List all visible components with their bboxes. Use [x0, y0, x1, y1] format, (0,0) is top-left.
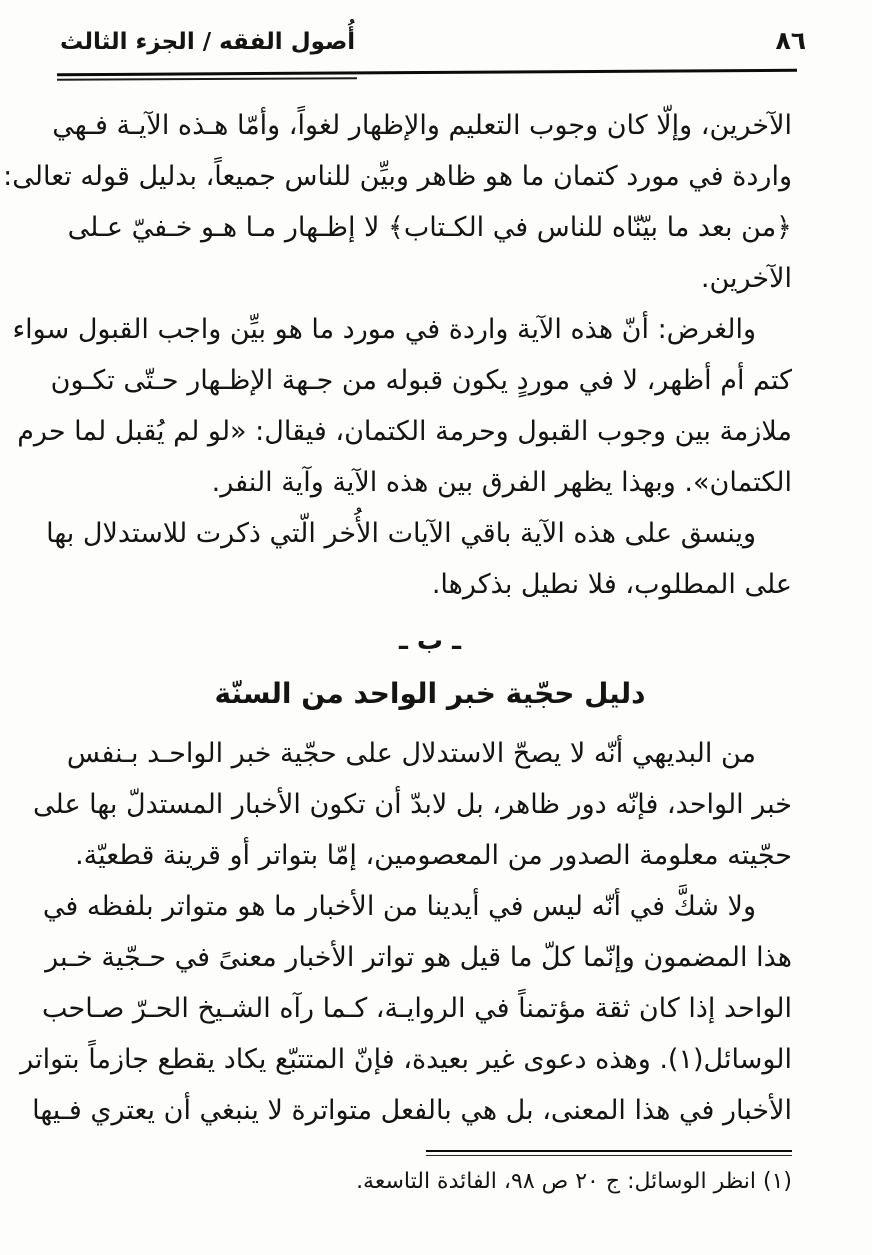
book-title: أُصول الفقه / الجزء الثالث [60, 29, 356, 55]
page-number: ٨٦ [775, 26, 806, 55]
paragraph-2 [12, 304, 792, 508]
paragraph-4 [33, 728, 792, 881]
section-title: دليل حجّية خبر الواحد من السنّة [214, 677, 646, 710]
text-line: كتم أم أظهر، لا في موردٍ يكون قبوله من جـهة الإظـهار حـتّى تكـون [50, 365, 792, 396]
text-line: الآخرين، وإلّا كان وجوب التعليم والإظهار لغواً، وأمّا هـذه الآيـة فـهي [52, 110, 792, 141]
text-line: الواحد إذا كان ثقة مؤتمناً في الروايـة، كـما رآه الشـيخ الحـرّ صـاحب [42, 993, 792, 1024]
footnote-block [68, 1150, 792, 1199]
text-line: ﴿من بعد ما بيّنّاه للناس في الكـتاب﴾ لا إظـهار مـا هـو خـفيّ عـلى [67, 212, 792, 243]
body-text [3, 100, 792, 1136]
text-line: الوسائل(١). وهذه دعوى غير بعيدة، فإنّ المتتبّع يكاد يقطع جازماً بتواتر [20, 1044, 792, 1075]
page-header [60, 26, 806, 55]
text-line: ولا شكَّ في أنّه ليس في أيدينا من الأخبار ما هو متواتر بلفظه في [42, 891, 756, 922]
paragraph-3 [46, 508, 792, 610]
text-line: والغرض: أنّ هذه الآية واردة في مورد ما هو بيِّن واجب القبول سواء [12, 314, 756, 345]
text-line: خبر الواحد، فإنّه دور ظاهر، بل لابدّ أن تكون الأخبار المستدلّ بها على [33, 789, 792, 820]
text-line: الآخرين. [700, 263, 792, 294]
text-line: على المطلوب، فلا نطيل بذكرها. [431, 569, 792, 600]
header-rule-secondary [57, 77, 357, 81]
text-line: حجّيته معلومة الصدور من المعصومين، إمّا بتواتر أو قرينة قطعيّة. [75, 840, 792, 871]
paragraph-5 [20, 881, 792, 1136]
text-line: الأخبار في هذا المعنى، بل هي بالفعل متواترة لا ينبغي أن يعتري فـيها [32, 1095, 792, 1126]
paragraph-1 [3, 100, 792, 304]
header-rule [57, 69, 797, 77]
section-letter-heading: ـ ب ـ [398, 626, 461, 656]
text-line: هذا المضمون وإنّما كلّ ما قيل هو تواتر الأخبار معنىً في حـجّية خـبر [45, 942, 792, 973]
text-line: واردة في مورد كتمان ما هو ظاهر وبيِّن للناس جميعاً، بدليل قوله تعالى: [3, 161, 792, 192]
footnote-text: (١) انظر الوسائل: ج ٢٠ ص ٩٨، الفائدة التاسعة. [356, 1169, 792, 1194]
text-line: ملازمة بين وجوب القبول وحرمة الكتمان، فيقال: «لو لم يُقبل لما حرم [17, 416, 792, 447]
text-line: من البديهي أنّه لا يصحّ الاستدلال على حجّية خبر الواحـد بـنفس [66, 738, 756, 769]
text-line: الكتمان». وبهذا يظهر الفرق بين هذه الآية وآية النفر. [211, 467, 792, 498]
text-line: وينسق على هذه الآية باقي الآيات الأُخر الّتي ذكرت للاستدلال بها [46, 518, 756, 549]
